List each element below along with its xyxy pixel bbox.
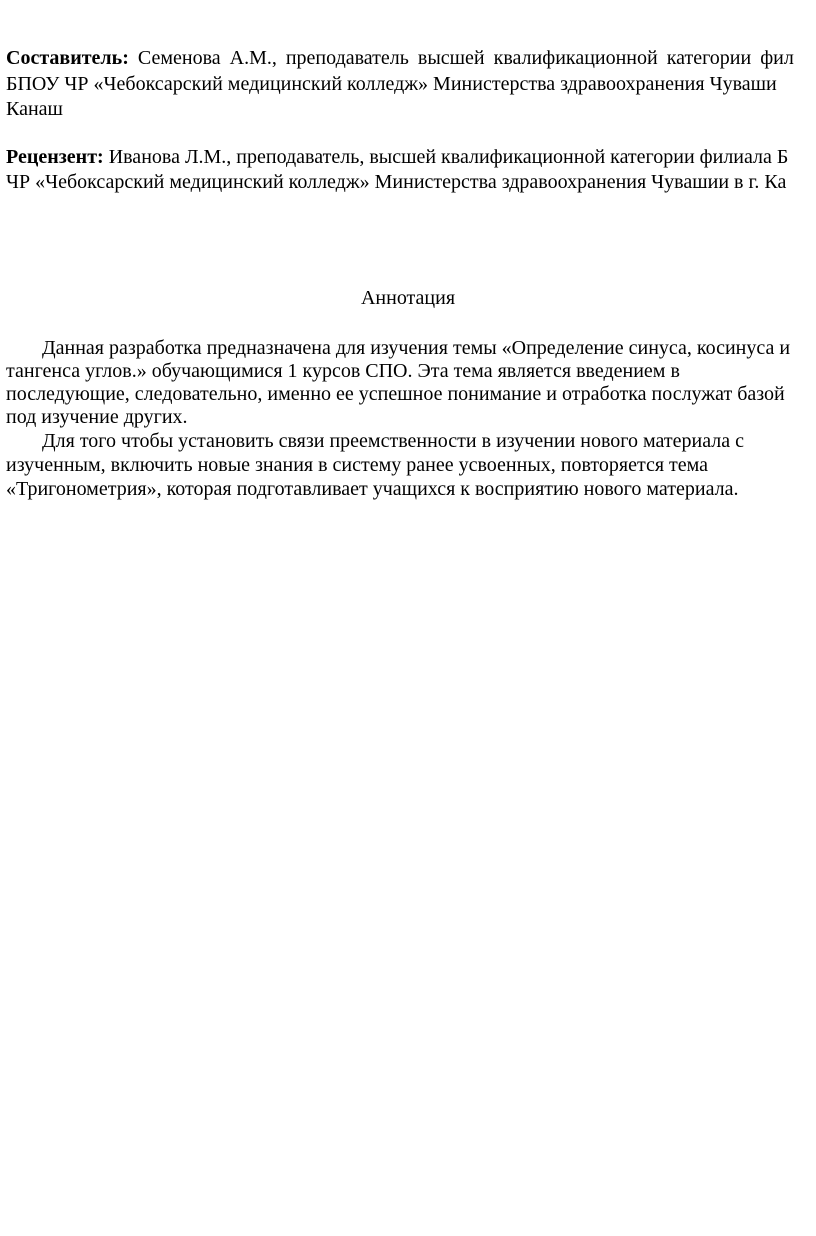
compiler-line-2: БПОУ ЧР «Чебоксарский медицинский колледж» Министерства здравоохранения Чуваши [6, 73, 777, 95]
annotation-line-7: «Тригонометрия», которая подготавливает учащихся к восприятию нового материала. [6, 478, 739, 500]
annotation-line-1: Данная разработка предназначена для изучения темы «Определение синуса, косинуса и [42, 337, 791, 359]
annotation-line-5: Для того чтобы установить связи преемственности в изучении нового материала с [42, 430, 744, 452]
annotation-line-4: под изучение других. [6, 406, 188, 428]
compiler-line-1 [6, 46, 794, 70]
annotation-line-6: изученным, включить новые знания в систему ранее усвоенных, повторяется тема [6, 454, 709, 476]
compiler-label: Составитель: [6, 47, 129, 69]
reviewer-line-1 [6, 145, 788, 169]
reviewer-text-1: Иванова Л.М., преподаватель, высшей квалификационной категории филиала Б [103, 146, 789, 168]
annotation-title: Аннотация [360, 287, 456, 309]
reviewer-line-2: ЧР «Чебоксарский медицинский колледж» Министерства здравоохранения Чувашии в г. Ка [6, 171, 787, 193]
compiler-line-3: Канаш [6, 98, 63, 120]
annotation-line-3: последующие, следовательно, именно ее успешное понимание и отработка послужат базой [6, 383, 785, 405]
annotation-line-2: тангенса углов.» обучающимися 1 курсов СПО. Эта тема является введением в [6, 360, 680, 382]
reviewer-label: Рецензент: [6, 146, 104, 168]
compiler-text-1: Семенова А.М., преподаватель высшей квалификационной категории фил [128, 47, 794, 69]
